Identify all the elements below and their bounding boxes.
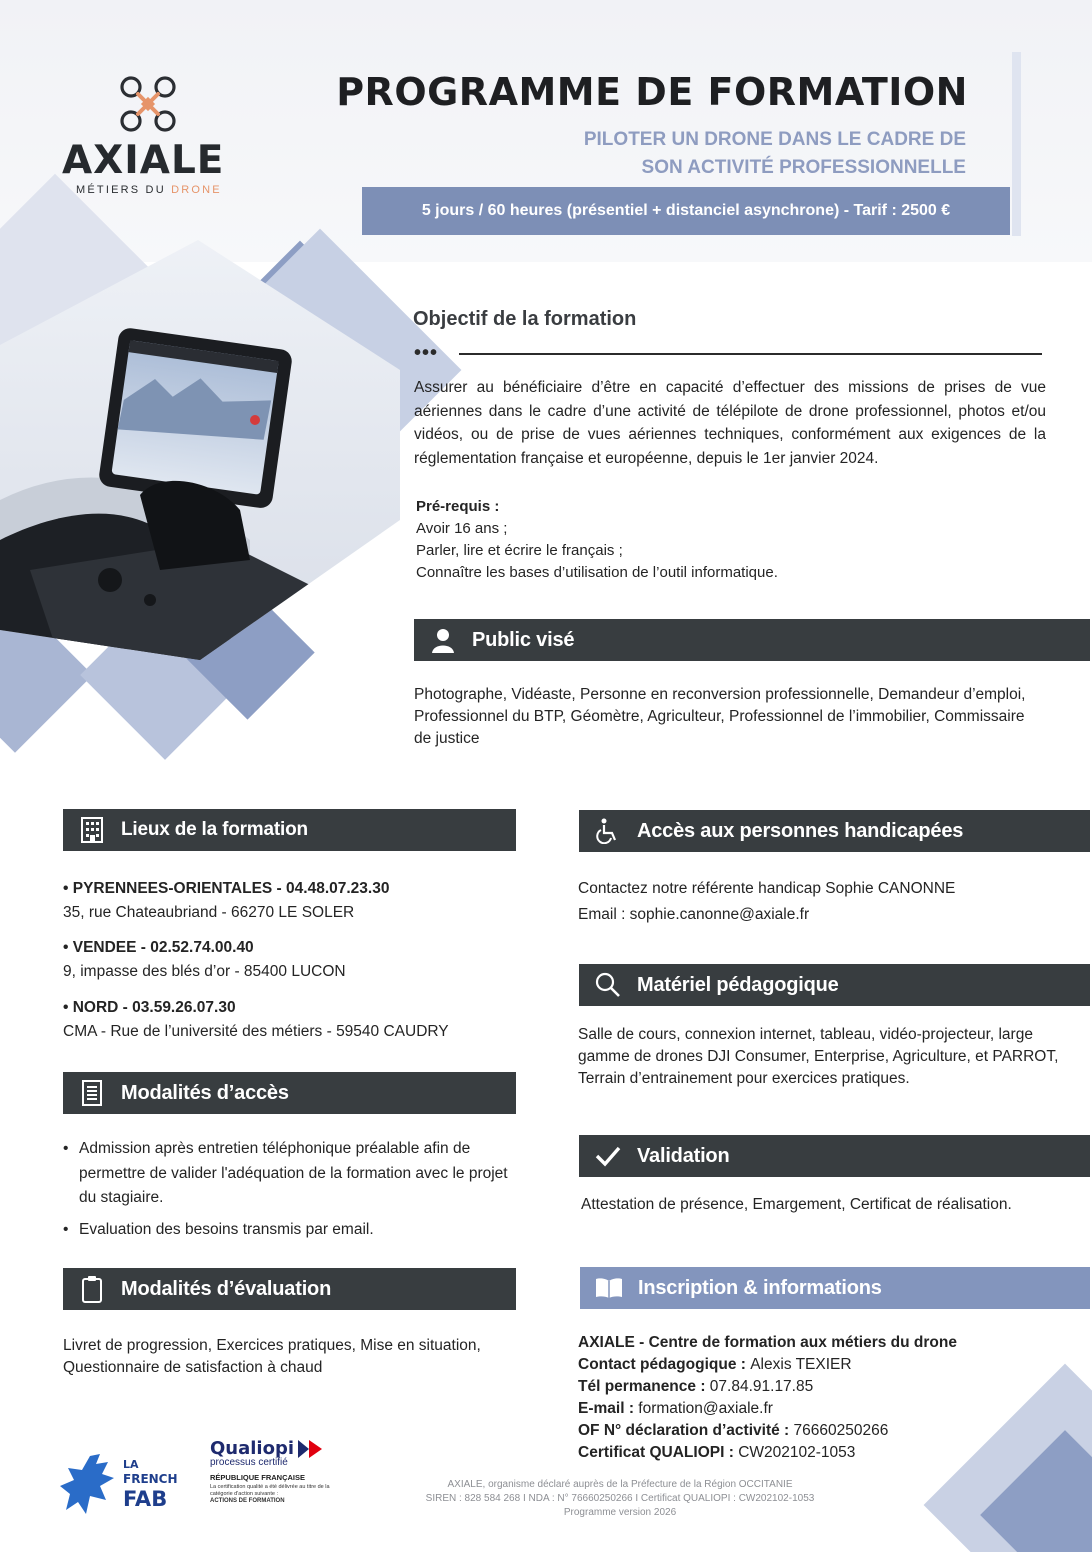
drone-logo-icon (118, 74, 178, 134)
inscription-line: Certificat QUALIOPI : CW202102-1053 (578, 1444, 856, 1461)
access-heading: Modalités d’accès (121, 1081, 289, 1104)
location-address: 9, impasse des blés d’or - 85400 LUCON (63, 963, 346, 980)
logo-tagline: MÉTIERS DU DRONE (76, 184, 222, 196)
objective-divider (459, 353, 1042, 355)
inscription-details (578, 1332, 1048, 1464)
access-list (63, 1137, 518, 1249)
public-heading-bar (414, 619, 1090, 661)
handicap-heading-bar (579, 810, 1090, 852)
prerequisite-item: Parler, lire et écrire le français ; (416, 542, 623, 559)
evaluation-text: Livret de progression, Exercices pratiques, Mise en situation, Questionnaire de satisfaction à chaud (63, 1337, 481, 1376)
wheelchair-icon (591, 816, 625, 846)
evaluation-heading-bar (63, 1268, 516, 1310)
qualiopi-subtitle: processus certifié (210, 1457, 288, 1468)
list-item: • Admission après entretien téléphonique préalable afin de permettre de valider l'adéquation de la formation avec le projet du stagiaire. (63, 1137, 518, 1211)
prerequisite-item: Avoir 16 ans ; (416, 520, 508, 537)
axiale-logo (58, 72, 248, 202)
inscription-line: OF N° déclaration d’activité : 76660250266 (578, 1422, 889, 1439)
handicap-email: Email : sophie.canonne@axiale.fr (578, 906, 810, 923)
inscription-heading: Inscription & informations (638, 1276, 882, 1299)
qualiopi-category: ACTIONS DE FORMATION (210, 1498, 285, 1504)
location-item: • NORD - 03.59.26.07.30 CMA - Rue de l’université des métiers - 59540 CAUDRY (63, 996, 449, 1044)
location-head: VENDEE - 02.52.74.00.40 (72, 939, 254, 956)
document-list-icon (75, 1078, 109, 1108)
access-heading-bar (63, 1072, 516, 1114)
person-icon (426, 625, 460, 655)
evaluation-heading: Modalités d’évaluation (121, 1277, 332, 1300)
logo-wordmark: AXIALE (62, 138, 225, 183)
material-heading: Matériel pédagogique (637, 973, 839, 996)
locations-heading-bar (63, 809, 516, 851)
page-subtitle: PILOTER UN DRONE DANS LE CADRE DE SON ACTIVITÉ PROFESSIONNELLE (583, 129, 966, 178)
clipboard-icon (75, 1274, 109, 1304)
checkmark-icon (591, 1141, 625, 1171)
qualiopi-name: Qualiopi (210, 1438, 295, 1459)
location-item: • VENDEE - 02.52.74.00.40 9, impasse des blés d’or - 85400 LUCON (63, 936, 346, 984)
duration-price-banner: 5 jours / 60 heures (présentiel + distanciel asynchrone) - Tarif : 2500 € (362, 187, 1010, 235)
inscription-org: AXIALE - Centre de formation aux métiers du drone (578, 1334, 957, 1351)
qualiopi-badge (210, 1438, 350, 1518)
qualiopi-arrows-icon (297, 1439, 323, 1459)
inscription-line: Contact pédagogique : Alexis TEXIER (578, 1356, 852, 1373)
prerequisites (416, 496, 1016, 584)
header-accent-stripe (1012, 52, 1021, 236)
public-text: Photographe, Vidéaste, Personne en reconversion professionnelle, Demandeur d’emploi, Professionnel du BTP, Géomètre, Agriculteur, Professionnel de l’immobilier, Commissaire de justice (414, 686, 1026, 747)
inscription-heading-bar (580, 1267, 1090, 1309)
validation-heading-bar (579, 1135, 1090, 1177)
republique-francaise: RÉPUBLIQUE FRANÇAISE (210, 1473, 306, 1482)
prerequisites-heading: Pré-requis : (416, 498, 500, 515)
validation-heading: Validation (637, 1144, 730, 1167)
page-title: PROGRAMME DE FORMATION (336, 70, 968, 114)
locations-heading: Lieux de la formation (121, 819, 308, 840)
qualiopi-note: La certification qualité a été délivrée au titre de la catégorie d'action suivante : (210, 1484, 330, 1497)
inscription-line: E-mail : formation@axiale.fr (578, 1400, 773, 1417)
material-text: Salle de cours, connexion internet, tableau, vidéo-projecteur, large gamme de drones DJI Consumer, Enterprise, Agriculture, et PARROT, Terrain d’entrainement pour exercices pratiques. (578, 1026, 1059, 1087)
book-icon (592, 1273, 626, 1303)
location-item: • PYRENNEES-ORIENTALES - 04.48.07.23.30 35, rue Chateaubriand - 66270 LE SOLER (63, 877, 389, 925)
handicap-contact-name: Sophie CANONNE (825, 880, 956, 897)
material-heading-bar (579, 964, 1090, 1006)
building-icon (75, 815, 109, 845)
french-fab-badge: LA FRENCH FAB (60, 1452, 190, 1522)
footer-legal: AXIALE, organisme déclaré auprès de la Préfecture de la Région OCCITANIE SIREN : 828 584 268 I NDA : N° 76660250266 I Certificat QUALIOPI : CW202102-1053 Programme version 2026 (425, 1479, 815, 1518)
rooster-icon (60, 1452, 118, 1520)
location-address: CMA - Rue de l’université des métiers - 59540 CAUDRY (63, 1023, 449, 1040)
handicap-heading: Accès aux personnes handicapées (637, 819, 964, 842)
objective-dots-decoration: ••• (414, 342, 439, 364)
prerequisite-item: Connaître les bases d’utilisation de l’outil informatique. (416, 564, 778, 581)
location-head: NORD - 03.59.26.07.30 (72, 999, 236, 1016)
objective-text: Assurer au bénéficiaire d’être en capacité d’effectuer des missions de prises de vue aériennes dans le cadre d’une activité de télépilote de drone professionnel, photos et/ou vidéos, ou de prise de vues aériennes techniques, conformément aux exigences de la réglementation française et européenne, depuis le 1er janvier 2024. (414, 379, 1046, 467)
public-heading: Public visé (472, 628, 575, 651)
list-item: • Evaluation des besoins transmis par email. (63, 1218, 518, 1243)
search-icon (591, 970, 625, 1000)
handicap-text: Contactez notre référente handicap Sophie CANONNE Email : sophie.canonne@axiale.fr (578, 876, 1078, 928)
objective-heading: Objectif de la formation (413, 308, 637, 330)
location-address: 35, rue Chateaubriand - 66270 LE SOLER (63, 904, 355, 921)
inscription-line: Tél permanence : 07.84.91.17.85 (578, 1378, 814, 1395)
validation-text: Attestation de présence, Emargement, Certificat de réalisation. (581, 1196, 1012, 1213)
location-head: PYRENNEES-ORIENTALES - 04.48.07.23.30 (72, 880, 390, 897)
